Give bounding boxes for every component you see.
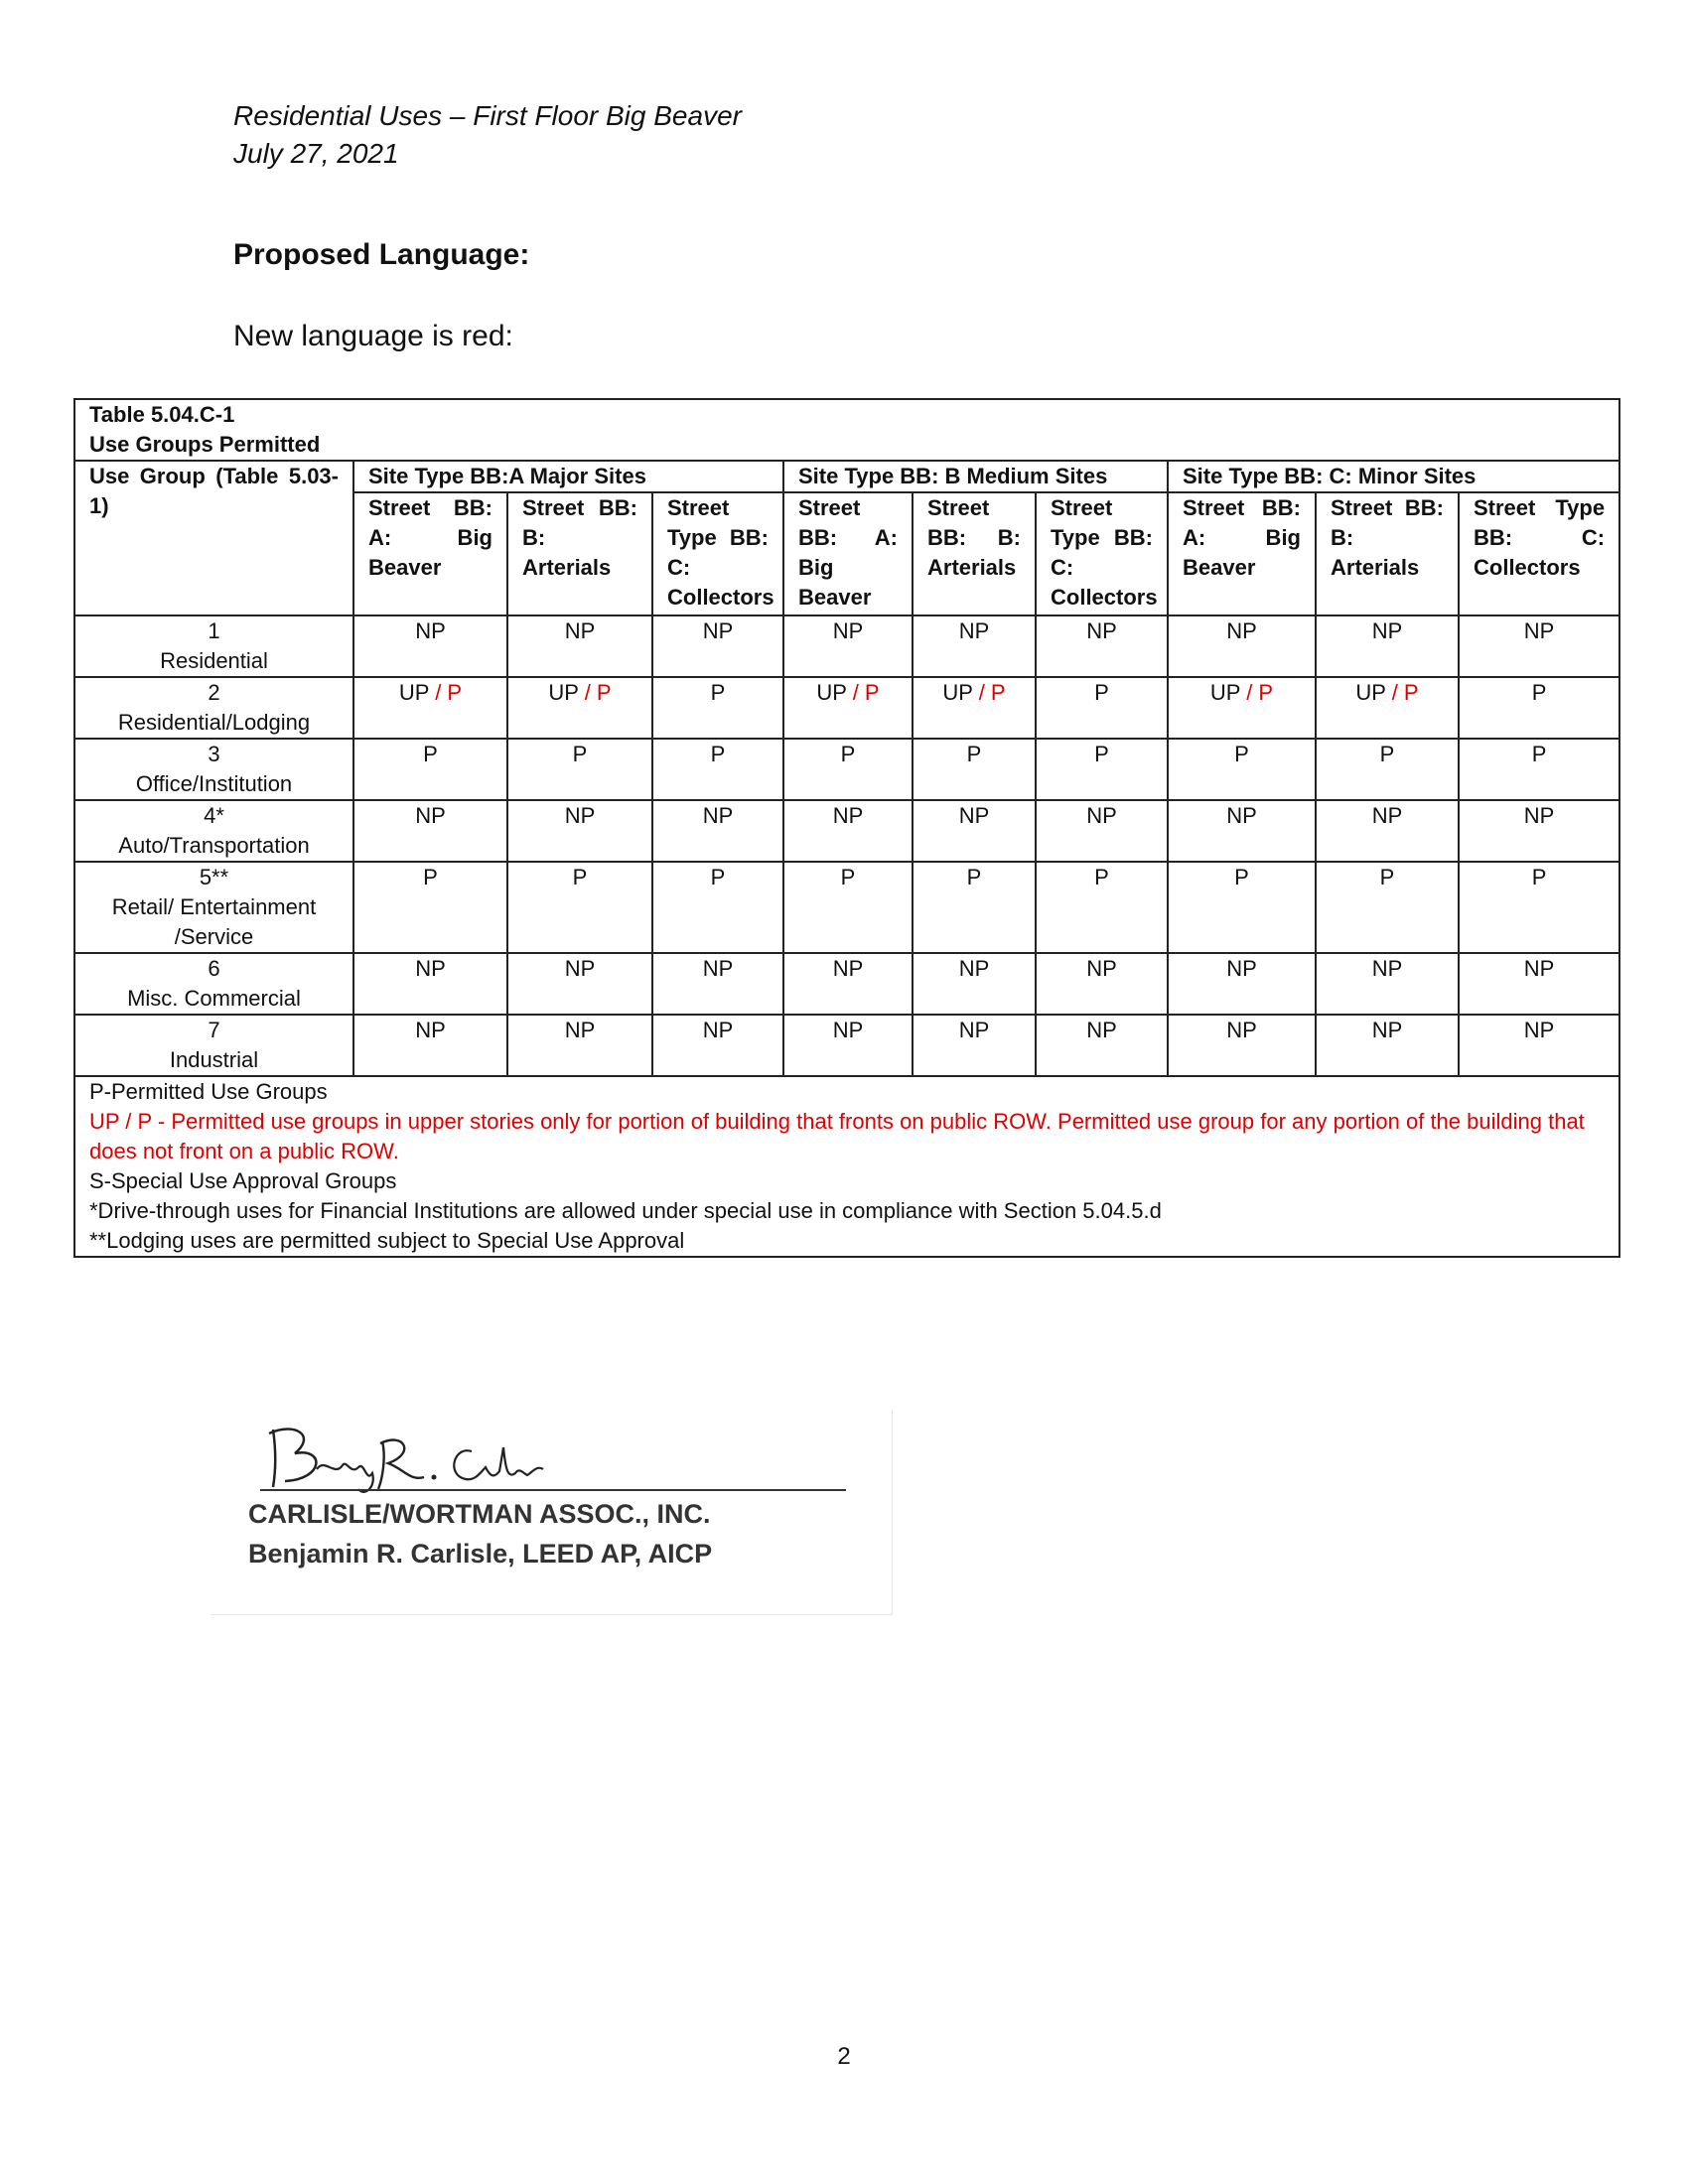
permission-value: P [710,742,726,766]
permission-value: P [572,865,588,889]
permission-cell [652,615,783,677]
use-group-header: Use Group (Table 5.03-1) [74,461,353,615]
table-row [74,739,1619,800]
permission-cell [1459,739,1619,800]
table-row [74,677,1619,739]
permission-cell [913,1015,1036,1076]
permission-value: P [840,742,856,766]
table-row [74,953,1619,1015]
permission-cell [507,739,652,800]
permission-value: P [1379,865,1395,889]
permission-value: NP [1086,803,1117,828]
permission-value: NP [415,1018,446,1042]
permission-cell [1036,677,1168,739]
new-language-marker: / P [846,680,880,705]
permission-cell [1316,739,1459,800]
permission-value: NP [958,618,990,643]
permission-cell [1316,800,1459,862]
upper-story-marker: UP [816,680,847,705]
permission-value: NP [1226,1018,1257,1042]
permission-cell [913,739,1036,800]
permission-value: P [966,865,982,889]
permission-cell [1459,953,1619,1015]
note-drive-through: *Drive-through uses for Financial Institutions are allowed under special use in compliance with Section 5.04.5.d [89,1198,1162,1223]
use-group-label: Residential/Lodging [117,710,311,735]
permission-value [399,680,462,705]
permission-value: P [1094,742,1109,766]
table-number: Table 5.04.C-1 [89,402,235,427]
site-type-b-header: Site Type BB: B Medium Sites [783,461,1168,492]
permission-value: NP [832,1018,864,1042]
note-special: S-Special Use Approval Groups [89,1168,397,1193]
permission-cell [1168,615,1316,677]
permission-value: NP [702,618,734,643]
table-caption: Use Groups Permitted [89,432,321,457]
permission-cell [1459,800,1619,862]
street-header: Street BB: A: Big Beaver [1168,492,1316,615]
street-header: Street Type BB: C: Collectors [652,492,783,615]
permission-value: NP [1371,956,1403,981]
permission-cell [783,615,913,677]
new-language-marker: / P [972,680,1006,705]
permission-cell [1316,1015,1459,1076]
permission-value: P [1531,680,1547,705]
permission-cell [1459,1015,1619,1076]
use-group-number: 5** [199,865,229,889]
street-header: Street Type BB: C: Collectors [1036,492,1168,615]
use-group-cell [74,862,353,953]
permission-cell [1168,953,1316,1015]
permission-cell [1168,739,1316,800]
permission-value: NP [1086,956,1117,981]
permission-value: NP [1086,1018,1117,1042]
permission-cell [783,953,913,1015]
permission-cell [913,862,1036,953]
permission-cell [1316,862,1459,953]
new-language-marker: / P [1240,680,1274,705]
signature-scrawl [255,1418,553,1497]
permission-value: NP [1523,618,1555,643]
permission-value: NP [564,1018,596,1042]
table-notes [74,1076,1619,1257]
permission-value: NP [1086,618,1117,643]
use-group-label: Misc. Commercial [127,986,301,1011]
use-group-cell [74,1015,353,1076]
permission-cell [1316,615,1459,677]
permission-cell [353,862,507,953]
permission-value: NP [702,956,734,981]
permission-cell [1316,677,1459,739]
permission-cell [1316,953,1459,1015]
signature-block [211,1410,893,1615]
permission-value: NP [564,956,596,981]
permission-cell [652,739,783,800]
permission-cell [1459,615,1619,677]
permission-cell [652,1015,783,1076]
signature-company: CARLISLE/WORTMAN ASSOC., INC. [248,1499,711,1529]
permission-cell [913,800,1036,862]
permission-value: NP [415,618,446,643]
upper-story-marker: UP [398,680,430,705]
use-group-label: Office/Institution [135,771,293,796]
note-up-p: UP / P - Permitted use groups in upper stories only for portion of building that fronts on public ROW. Permitted use group for any portion of the building that does not front on a public ROW. [89,1109,1585,1163]
permission-value: P [1234,742,1249,766]
permission-value: P [423,742,438,766]
street-header: Street BB: B: Arterials [1316,492,1459,615]
permission-value [1210,680,1273,705]
site-type-c-header: Site Type BB: C: Minor Sites [1168,461,1619,492]
use-group-label: Industrial [169,1047,259,1072]
permission-cell [913,953,1036,1015]
table-row [74,1015,1619,1076]
use-group-cell [74,953,353,1015]
use-group-label: Retail/ Entertainment /Service [111,894,317,949]
permission-cell [1459,677,1619,739]
header-date: July 27, 2021 [233,138,399,169]
street-header: Street BB: A: Big Beaver [353,492,507,615]
signature-line [260,1489,846,1491]
table-row [74,615,1619,677]
permission-cell [1036,800,1168,862]
permission-value: NP [702,1018,734,1042]
use-groups-table [73,398,1620,1258]
intro-text: New language is red: [233,320,513,352]
permission-value: NP [958,956,990,981]
new-language-marker: / P [578,680,612,705]
new-language-marker: / P [429,680,463,705]
permission-cell [1459,862,1619,953]
permission-value: NP [702,803,734,828]
permission-value: NP [1226,956,1257,981]
permission-cell [353,677,507,739]
permission-value: P [1531,742,1547,766]
permission-cell [1036,739,1168,800]
permission-value: P [423,865,438,889]
permission-value: NP [415,803,446,828]
permission-cell [353,739,507,800]
permission-value: NP [1226,618,1257,643]
use-group-number: 3 [208,742,220,766]
table-row [74,800,1619,862]
permission-value: NP [564,803,596,828]
permission-value: NP [1523,803,1555,828]
permission-value: NP [832,618,864,643]
note-lodging: **Lodging uses are permitted subject to Special Use Approval [89,1228,685,1253]
permission-value: P [1379,742,1395,766]
use-group-number: 6 [208,956,220,981]
permission-value: NP [415,956,446,981]
use-group-number: 7 [208,1018,220,1042]
permission-cell [1036,862,1168,953]
permission-cell [1168,1015,1316,1076]
permission-cell [507,677,652,739]
permission-cell [507,615,652,677]
permission-cell [783,739,913,800]
upper-story-marker: UP [1355,680,1386,705]
notes-row [74,1076,1619,1257]
permission-cell [783,677,913,739]
permission-cell [1168,677,1316,739]
permission-cell [353,953,507,1015]
permission-value: P [1094,865,1109,889]
table-title [74,399,1619,461]
permission-cell [652,862,783,953]
permission-cell [507,953,652,1015]
permission-cell [652,677,783,739]
permission-value [548,680,611,705]
use-group-number: 2 [208,680,220,705]
site-type-a-header: Site Type BB:A Major Sites [353,461,783,492]
permission-value: P [710,680,726,705]
permission-value: NP [832,803,864,828]
upper-story-marker: UP [548,680,579,705]
permission-cell [783,800,913,862]
use-group-cell [74,800,353,862]
use-group-cell [74,615,353,677]
permission-cell [1168,862,1316,953]
permission-value: NP [564,618,596,643]
street-header: Street Type BB: C: Collectors [1459,492,1619,615]
header-title: Residential Uses – First Floor Big Beaver [233,100,742,131]
street-header: Street BB: B: Arterials [913,492,1036,615]
permission-cell [1168,800,1316,862]
permission-cell [1036,953,1168,1015]
use-group-label: Auto/Transportation [118,833,310,858]
permission-cell [913,615,1036,677]
permission-value: P [1531,865,1547,889]
permission-cell [652,953,783,1015]
use-group-cell [74,677,353,739]
use-group-number: 4* [204,803,224,828]
permission-value: NP [1371,1018,1403,1042]
permission-value: NP [1523,956,1555,981]
signature-name: Benjamin R. Carlisle, LEED AP, AICP [248,1539,713,1569]
permission-cell [353,1015,507,1076]
use-group-number: 1 [208,618,220,643]
permission-cell [783,1015,913,1076]
permission-cell [353,800,507,862]
new-language-marker: / P [1385,680,1419,705]
table-title-row [74,399,1619,461]
street-header: Street BB: A: Big Beaver [783,492,913,615]
permission-value: P [840,865,856,889]
upper-story-marker: UP [942,680,973,705]
permission-value: NP [958,1018,990,1042]
permission-cell [353,615,507,677]
table-row [74,862,1619,953]
permission-cell [913,677,1036,739]
site-type-row [74,461,1619,492]
document-header [233,97,742,173]
use-group-label: Residential [160,648,268,673]
permission-cell [783,862,913,953]
permission-value [1355,680,1418,705]
permission-value: P [572,742,588,766]
permission-cell [507,1015,652,1076]
permission-cell [507,862,652,953]
permission-value: P [710,865,726,889]
permission-value [816,680,879,705]
permission-cell [1036,1015,1168,1076]
upper-story-marker: UP [1209,680,1241,705]
permission-value: NP [1371,618,1403,643]
permission-value: NP [1226,803,1257,828]
permission-value: NP [1523,1018,1555,1042]
permission-cell [507,800,652,862]
permission-value: NP [832,956,864,981]
permission-cell [1036,615,1168,677]
permission-value [942,680,1005,705]
permission-value: P [966,742,982,766]
permission-value: NP [958,803,990,828]
permission-value: P [1234,865,1249,889]
permission-value: NP [1371,803,1403,828]
note-permitted: P-Permitted Use Groups [89,1079,328,1104]
proposed-language-heading: Proposed Language: [233,238,530,271]
permission-cell [652,800,783,862]
street-header: Street BB: B: Arterials [507,492,652,615]
page-number: 2 [837,2043,851,2070]
permission-value: P [1094,680,1109,705]
use-group-cell [74,739,353,800]
